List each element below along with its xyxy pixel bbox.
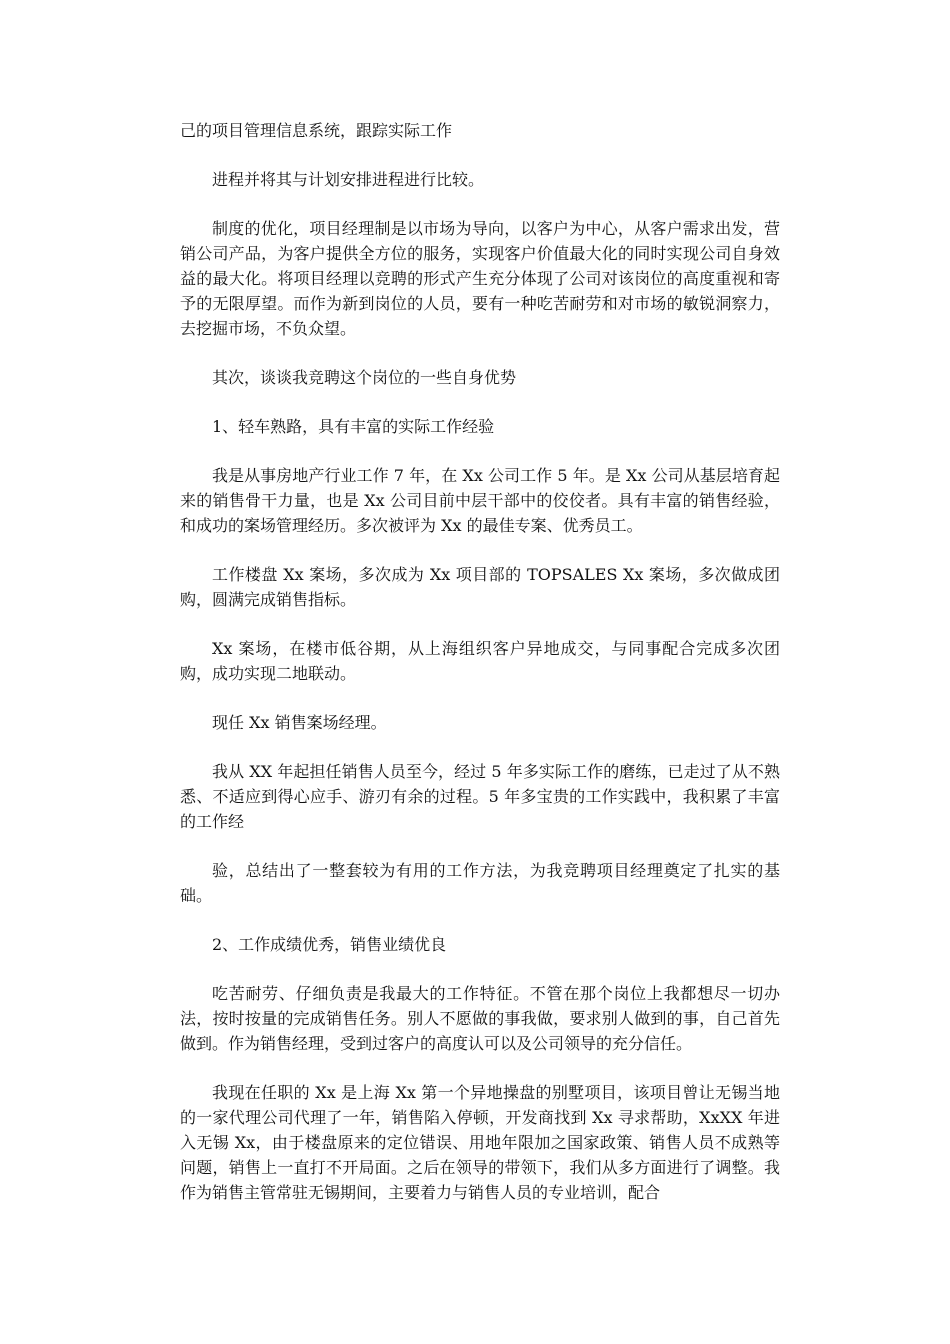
paragraph-1: 己的项目管理信息系统，跟踪实际工作	[180, 121, 453, 140]
paragraph-7: 工作楼盘 Xx 案场，多次成为 Xx 项目部的 TOPSALES Xx 案场，多次做成团购，圆满完成销售指标。	[180, 565, 780, 609]
paragraph-6: 我是从事房地产行业工作 7 年，在 Xx 公司工作 5 年。是 Xx 公司从基层培育起来的销售骨干力量，也是 Xx 公司目前中层干部中的佼佼者。具有丰富的销售经验，和成功的案场管理经历。多次被评为 Xx 的最佳专案、优秀员工。	[180, 466, 780, 535]
subheading-1: 1、轻车熟路，具有丰富的实际工作经验	[212, 417, 495, 436]
paragraph-14: 我现在任职的 Xx 是上海 Xx 第一个异地操盘的别墅项目，该项目曾让无锡当地的一家代理公司代理了一年，销售陷入停顿，开发商找到 Xx 寻求帮助，XxXX 年进入无锡 Xx，由于楼盘原来的定位错误、用地年限加之国家政策、销售人员不成熟等问题，销售上一直打不开局面。之后在领导的带领下，我们从多方面进行了调整。我作为销售主管常驻无锡期间，主要着力与销售人员的专业培训，配合	[180, 1083, 780, 1202]
paragraph-2: 进程并将其与计划安排进程进行比较。	[212, 170, 485, 189]
paragraph-3: 制度的优化，项目经理制是以市场为导向，以客户为中心，从客户需求出发，营销公司产品，为客户提供全方位的服务，实现客户价值最大化的同时实现公司自身效益的最大化。将项目经理以竞聘的形式产生充分体现了公司对该岗位的高度重视和寄予的无限厚望。而作为新到岗位的人员，要有一种吃苦耐劳和对市场的敏锐洞察力，去挖掘市场，不负众望。	[180, 219, 780, 338]
subheading-2: 2、工作成绩优秀，销售业绩优良	[212, 935, 447, 954]
paragraph-13: 吃苦耐劳、仔细负责是我最大的工作特征。不管在那个岗位上我都想尽一切办法，按时按量的完成销售任务。别人不愿做的事我做，要求别人做到的事，自己首先做到。作为销售经理，受到过客户的高度认可以及公司领导的充分信任。	[180, 984, 780, 1053]
paragraph-10: 我从 XX 年起担任销售人员至今，经过 5 年多实际工作的磨练，已走过了从不熟悉、不适应到得心应手、游刃有余的过程。5 年多宝贵的工作实践中，我积累了丰富的工作经	[180, 762, 780, 831]
section-heading-advantages: 其次，谈谈我竞聘这个岗位的一些自身优势	[212, 368, 517, 387]
paragraph-9: 现任 Xx 销售案场经理。	[212, 713, 387, 732]
paragraph-8: Xx 案场，在楼市低谷期，从上海组织客户异地成交，与同事配合完成多次团购，成功实现二地联动。	[180, 639, 780, 683]
paragraph-11: 验，总结出了一整套较为有用的工作方法，为我竞聘项目经理奠定了扎实的基础。	[180, 861, 780, 905]
document-body	[180, 118, 780, 1229]
